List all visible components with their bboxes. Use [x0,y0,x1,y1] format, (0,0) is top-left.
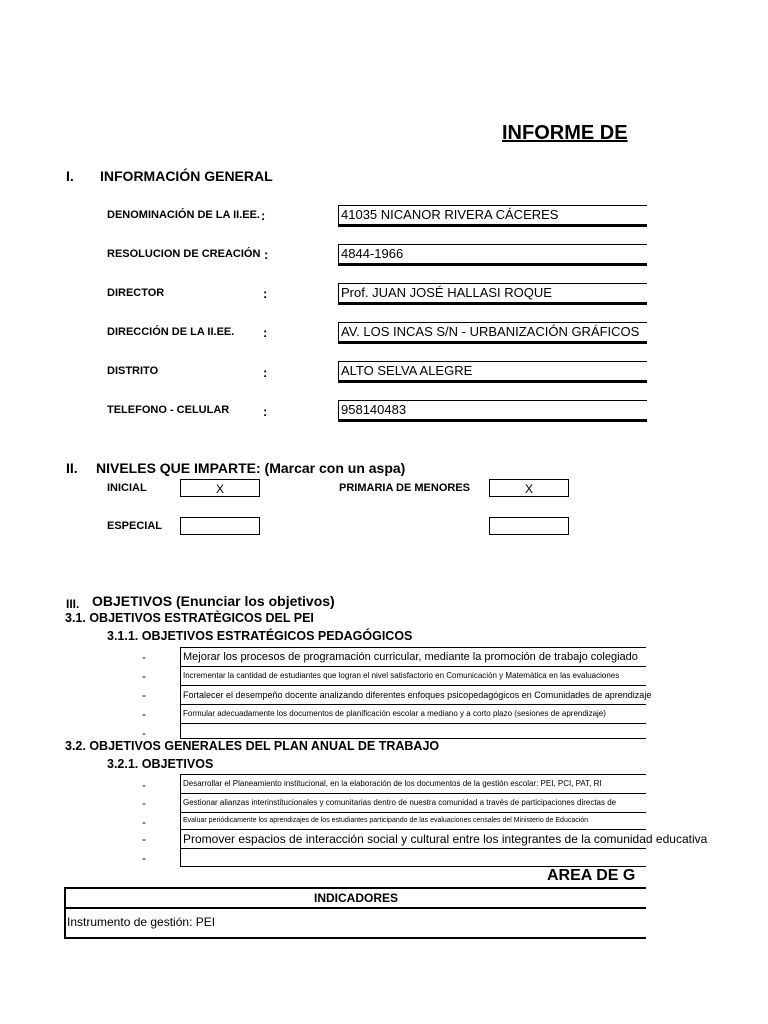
list-dash: - [142,796,146,810]
field-label-direccion: DIRECCIÓN DE LA II.EE. [107,326,235,338]
list-dash: - [142,778,146,792]
field-colon: : [263,365,268,380]
field-colon: : [264,247,269,262]
table-row[interactable]: Instrumento de gestión: PEI [67,915,216,929]
field-colon: : [263,286,268,301]
section3-number: III. [66,597,80,611]
field-value-telefono[interactable]: 958140483 [338,400,647,422]
general-objective[interactable]: Promover espacios de interacción social y cultural entre los integrantes de la comunidad educativa [180,829,646,848]
field-colon: : [263,325,268,340]
subsection-3-1-1: 3.1.1. OBJETIVOS ESTRATÉGICOS PEDAGÓGICOS [107,629,413,643]
area-heading: AREA DE G [547,867,636,884]
list-dash: - [142,669,146,683]
field-value-director[interactable]: Prof. JUAN JOSÉ HALLASI ROQUE [338,283,647,305]
list-dash: - [142,688,146,702]
general-objective[interactable]: Evaluar periódicamente los aprendizajes de los estudiantes participando de las evaluaciones censales del Ministerio de Educación [180,812,646,829]
general-objective[interactable] [180,848,646,866]
document-title: INFORME DE [502,122,628,144]
field-colon: : [261,208,266,223]
especial-checkbox[interactable] [180,517,260,535]
section1-heading: INFORMACIÓN GENERAL [100,168,273,184]
section2-heading: NIVELES QUE IMPARTE: (Marcar con un aspa) [96,460,406,476]
primaria-checkbox[interactable]: X [489,479,569,497]
general-objective[interactable]: Gestionar alianzas interinstitucionales y comunitarias dentro de nuestra comunidad a través de participaciones directas de [180,793,646,812]
section1-number: I. [66,168,74,184]
strategic-objective[interactable]: Formular adecuadamente los documentos de planificación escolar a mediano y a corto plazo (sesiones de aprendizaje) [180,704,646,723]
list-dash: - [142,707,146,721]
field-label-distrito: DISTRITO [107,365,159,377]
strategic-objective[interactable]: Mejorar los procesos de programación curricular, mediante la promoción de trabajo colegiado [180,647,646,666]
strategic-objective[interactable]: Fortalecer el desempeño docente analizando diferentes enfoques psicopedagógicos en Comunidades de aprendizaje [180,685,646,704]
field-value-direccion[interactable]: AV. LOS INCAS S/N - URBANIZACIÓN GRÁFICOS [338,322,647,344]
extra-checkbox[interactable] [489,517,569,535]
section3-heading: OBJETIVOS (Enunciar los objetivos) [92,593,335,609]
list-dash: - [142,726,146,740]
field-label-telefono: TELEFONO - CELULAR [107,404,230,416]
inicial-checkbox[interactable]: X [180,479,260,497]
field-label-resolucion: RESOLUCION DE CREACIÓN [107,248,261,260]
subsection-3-1: 3.1. OBJETIVOS ESTRATÈGICOS DEL PEI [65,611,314,625]
section2-number: II. [66,460,78,476]
subsection-3-2-1: 3.2.1. OBJETIVOS [107,757,214,771]
list-dash: - [142,650,146,664]
field-value-denominacion[interactable]: 41035 NICANOR RIVERA CÁCERES [338,205,647,227]
inicial-label: INICIAL [107,482,147,494]
list-dash: - [142,851,146,865]
list-dash: - [142,832,146,846]
field-colon: : [263,404,268,419]
field-value-resolucion[interactable]: 4844-1966 [338,244,647,266]
indicators-table [64,887,646,939]
subsection-3-2: 3.2. OBJETIVOS GENERALES DEL PLAN ANUAL DE TRABAJO [65,739,440,753]
field-label-denominacion: DENOMINACIÓN DE LA II.EE. [107,209,260,221]
primaria-label: PRIMARIA DE MENORES [339,482,470,494]
field-value-distrito[interactable]: ALTO SELVA ALEGRE [338,361,647,383]
strategic-objective[interactable]: Incrementar la cantidad de estudiantes que logran el nivel satisfactorio en Comunicación y Matemática en las evaluaciones [180,666,646,685]
especial-label: ESPECIAL [107,520,163,532]
strategic-objective[interactable] [180,723,646,739]
list-dash: - [142,815,146,829]
table-header: INDICADORES [66,889,646,909]
general-objective[interactable]: Desarrollar el Planeamiento institucional, en la elaboración de los documentos de la gestión escolar: PEI, PCI, PAT, RI [180,774,646,793]
field-label-director: DIRECTOR [107,287,165,299]
